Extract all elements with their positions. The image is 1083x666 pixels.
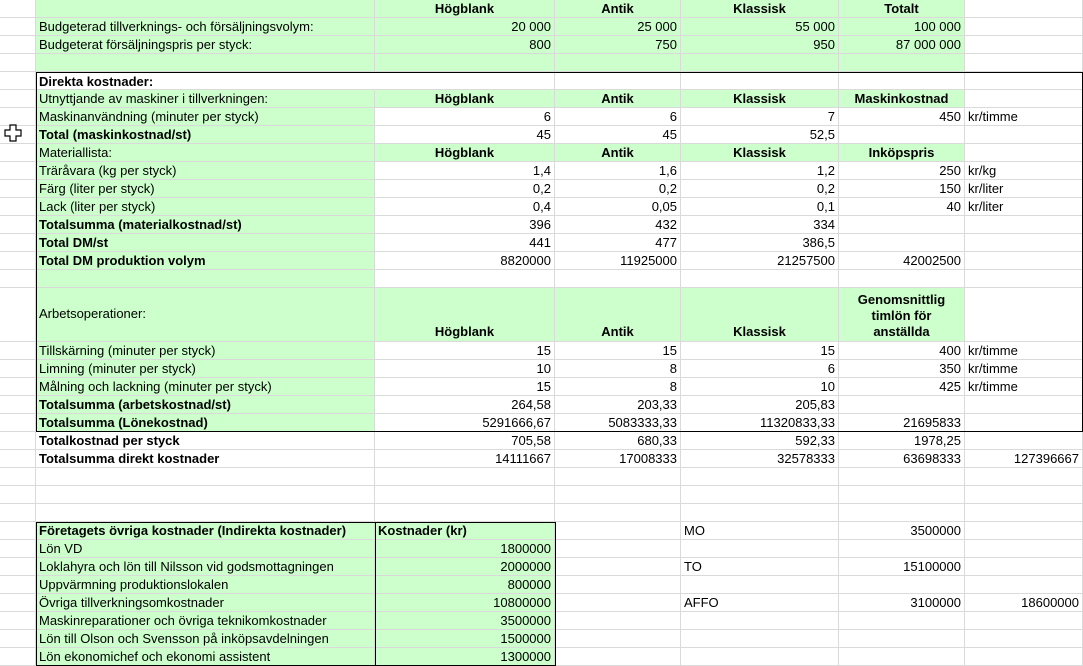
- cell[interactable]: Materiallista:: [36, 144, 375, 162]
- cell[interactable]: 100 000: [839, 18, 965, 36]
- gutter-cell[interactable]: [0, 558, 36, 576]
- empty-cell[interactable]: [965, 0, 1083, 18]
- empty-cell[interactable]: [681, 540, 839, 558]
- sheet-row: [0, 468, 1083, 486]
- cell[interactable]: 15: [555, 342, 681, 360]
- cell[interactable]: Antik: [555, 288, 681, 342]
- cell[interactable]: 3500000: [839, 522, 965, 540]
- cell[interactable]: 55 000: [681, 18, 839, 36]
- empty-cell[interactable]: [555, 612, 681, 630]
- cell[interactable]: 20 000: [375, 18, 555, 36]
- empty-cell[interactable]: [681, 648, 839, 666]
- empty-cell[interactable]: [681, 630, 839, 648]
- empty-cell[interactable]: [681, 504, 839, 522]
- gutter-cell[interactable]: [0, 288, 36, 342]
- gutter-cell[interactable]: [0, 504, 36, 522]
- cell[interactable]: Högblank: [375, 288, 555, 342]
- cell[interactable]: 205,83: [681, 396, 839, 414]
- cell[interactable]: Budgeterad tillverknings- och försäljningsvolym:: [36, 18, 375, 36]
- gutter-cell[interactable]: [0, 378, 36, 396]
- cell[interactable]: Totalsumma direkt kostnader: [36, 450, 375, 468]
- empty-cell[interactable]: [839, 126, 965, 144]
- cell[interactable]: 800: [375, 36, 555, 54]
- cell[interactable]: kr/kg: [965, 162, 1083, 180]
- cell[interactable]: Lack (liter per styck): [36, 198, 375, 216]
- cell[interactable]: 441: [375, 234, 555, 252]
- empty-cell[interactable]: [965, 414, 1083, 432]
- cell[interactable]: 0,05: [555, 198, 681, 216]
- empty-cell[interactable]: [555, 558, 681, 576]
- empty-cell[interactable]: [965, 432, 1083, 450]
- cell[interactable]: 705,58: [375, 432, 555, 450]
- cell[interactable]: Klassisk: [681, 288, 839, 342]
- gutter-cell[interactable]: [0, 342, 36, 360]
- cell[interactable]: Loklahyra och lön till Nilsson vid godsmottagningen: [36, 558, 375, 576]
- gutter-cell[interactable]: [0, 432, 36, 450]
- cell[interactable]: 1,2: [681, 162, 839, 180]
- empty-cell[interactable]: [555, 594, 681, 612]
- cell[interactable]: 7: [681, 108, 839, 126]
- cell[interactable]: 5291666,67: [375, 414, 555, 432]
- empty-cell[interactable]: [681, 612, 839, 630]
- empty-cell[interactable]: [839, 612, 965, 630]
- cell[interactable]: Inköpspris: [839, 144, 965, 162]
- sheet-row: [0, 396, 1083, 414]
- sheet-row: [0, 630, 1083, 648]
- gutter-cell[interactable]: [0, 162, 36, 180]
- cell[interactable]: 8820000: [375, 252, 555, 270]
- empty-cell[interactable]: [681, 468, 839, 486]
- cell[interactable]: TO: [681, 558, 839, 576]
- cell[interactable]: [375, 54, 555, 72]
- cell[interactable]: Arbetsoperationer:: [36, 288, 375, 342]
- cell[interactable]: 15: [681, 342, 839, 360]
- cell[interactable]: 87 000 000: [839, 36, 965, 54]
- gutter-cell[interactable]: [0, 648, 36, 666]
- sheet-row: [0, 162, 1083, 180]
- empty-cell[interactable]: [36, 486, 375, 504]
- empty-cell[interactable]: [839, 540, 965, 558]
- sheet-row: [0, 180, 1083, 198]
- cell[interactable]: 15100000: [839, 558, 965, 576]
- empty-cell[interactable]: [965, 144, 1083, 162]
- cell[interactable]: 1,4: [375, 162, 555, 180]
- cell[interactable]: Högblank: [375, 90, 555, 108]
- gutter-cell[interactable]: [0, 72, 36, 90]
- cell[interactable]: 592,33: [681, 432, 839, 450]
- cell[interactable]: 15: [375, 378, 555, 396]
- cell[interactable]: kr/timme: [965, 108, 1083, 126]
- cell[interactable]: Limning (minuter per styck): [36, 360, 375, 378]
- empty-cell[interactable]: [375, 504, 555, 522]
- cell[interactable]: 1,6: [555, 162, 681, 180]
- empty-cell[interactable]: [965, 630, 1083, 648]
- gutter-cell[interactable]: [0, 144, 36, 162]
- empty-cell[interactable]: [36, 504, 375, 522]
- sheet-row: [0, 648, 1083, 666]
- gutter-cell[interactable]: [0, 486, 36, 504]
- cell[interactable]: 10800000: [375, 594, 555, 612]
- gutter-cell[interactable]: [0, 216, 36, 234]
- cell[interactable]: Lön VD: [36, 540, 375, 558]
- sheet-row: [0, 0, 1083, 18]
- empty-cell[interactable]: [681, 576, 839, 594]
- cell[interactable]: Lön till Olson och Svensson på inköpsavdelningen: [36, 630, 375, 648]
- empty-cell[interactable]: [555, 486, 681, 504]
- sheet-row: [0, 288, 1083, 342]
- cell[interactable]: 11320833,33: [681, 414, 839, 432]
- empty-cell[interactable]: [965, 468, 1083, 486]
- cell[interactable]: Högblank: [375, 144, 555, 162]
- cell[interactable]: Uppvärmning produktionslokalen: [36, 576, 375, 594]
- sheet-row: [0, 72, 1083, 90]
- empty-cell[interactable]: [839, 270, 965, 288]
- cell[interactable]: Maskinreparationer och övriga teknikomkostnader: [36, 612, 375, 630]
- cell[interactable]: Totalsumma (arbetskostnad/st): [36, 396, 375, 414]
- cell[interactable]: Kostnader (kr): [375, 522, 555, 540]
- cell[interactable]: 17008333: [555, 450, 681, 468]
- gutter-cell[interactable]: [0, 360, 36, 378]
- cell[interactable]: 0,2: [375, 180, 555, 198]
- sheet-row: [0, 450, 1083, 468]
- sheet-row: [0, 144, 1083, 162]
- sheet-row: [0, 18, 1083, 36]
- empty-cell[interactable]: [555, 504, 681, 522]
- cell[interactable]: 15: [375, 342, 555, 360]
- gutter-cell[interactable]: [0, 180, 36, 198]
- cell[interactable]: Total DM produktion volym: [36, 252, 375, 270]
- empty-cell[interactable]: [681, 486, 839, 504]
- empty-cell[interactable]: [555, 630, 681, 648]
- empty-cell[interactable]: [555, 522, 681, 540]
- gutter-cell[interactable]: [0, 450, 36, 468]
- sheet-row: [0, 486, 1083, 504]
- sheet-row: [0, 108, 1083, 126]
- empty-cell[interactable]: [555, 576, 681, 594]
- cell[interactable]: Klassisk: [681, 0, 839, 18]
- cell[interactable]: 396: [375, 216, 555, 234]
- cell[interactable]: 127396667: [965, 450, 1083, 468]
- cell[interactable]: 150: [839, 180, 965, 198]
- gutter-cell[interactable]: [0, 198, 36, 216]
- sheet-row: [0, 216, 1083, 234]
- sheet-row: [0, 378, 1083, 396]
- cell[interactable]: Målning och lackning (minuter per styck): [36, 378, 375, 396]
- cell[interactable]: [555, 54, 681, 72]
- gutter-cell[interactable]: [0, 630, 36, 648]
- gutter-cell[interactable]: [0, 54, 36, 72]
- empty-cell[interactable]: [965, 216, 1083, 234]
- cell[interactable]: Maskinkostnad: [839, 90, 965, 108]
- cell[interactable]: 750: [555, 36, 681, 54]
- empty-cell[interactable]: [965, 396, 1083, 414]
- cell[interactable]: Antik: [555, 144, 681, 162]
- cell[interactable]: [36, 54, 375, 72]
- gutter-cell[interactable]: [0, 414, 36, 432]
- cell[interactable]: 5083333,33: [555, 414, 681, 432]
- cell[interactable]: Maskinanvändning (minuter per styck): [36, 108, 375, 126]
- sheet-row: [0, 234, 1083, 252]
- cell[interactable]: 6: [375, 108, 555, 126]
- empty-cell[interactable]: [839, 468, 965, 486]
- empty-cell[interactable]: [965, 234, 1083, 252]
- gutter-cell[interactable]: [0, 0, 36, 18]
- gutter-cell[interactable]: [0, 522, 36, 540]
- empty-cell[interactable]: [555, 468, 681, 486]
- empty-cell[interactable]: [965, 558, 1083, 576]
- cell[interactable]: 432: [555, 216, 681, 234]
- cell[interactable]: Total DM/st: [36, 234, 375, 252]
- empty-cell[interactable]: [36, 468, 375, 486]
- cell[interactable]: Totalkostnad per styck: [36, 432, 375, 450]
- cell[interactable]: Antik: [555, 0, 681, 18]
- empty-cell[interactable]: [375, 270, 555, 288]
- cell[interactable]: 10: [375, 360, 555, 378]
- cell[interactable]: Företagets övriga kostnader (Indirekta kostnader): [36, 522, 375, 540]
- empty-cell[interactable]: [839, 486, 965, 504]
- cell[interactable]: Totalt: [839, 0, 965, 18]
- sheet-row: [0, 558, 1083, 576]
- sheet-row: [0, 126, 1083, 144]
- empty-cell[interactable]: [965, 18, 1083, 36]
- cell[interactable]: Lön ekonomichef och ekonomi assistent: [36, 648, 375, 666]
- sheet-row: [0, 504, 1083, 522]
- gutter-cell[interactable]: [0, 540, 36, 558]
- cell[interactable]: kr/timme: [965, 342, 1083, 360]
- empty-cell[interactable]: [965, 36, 1083, 54]
- sheet-row: [0, 414, 1083, 432]
- cell[interactable]: 42002500: [839, 252, 965, 270]
- gutter-cell[interactable]: [0, 252, 36, 270]
- cell[interactable]: 8: [555, 378, 681, 396]
- empty-cell[interactable]: [965, 540, 1083, 558]
- cell-select-cursor-icon: [4, 124, 22, 142]
- cell[interactable]: 203,33: [555, 396, 681, 414]
- cell[interactable]: 1300000: [375, 648, 555, 666]
- cell[interactable]: Total (maskinkostnad/st): [36, 126, 375, 144]
- cell[interactable]: 1800000: [375, 540, 555, 558]
- cell[interactable]: 21257500: [681, 252, 839, 270]
- cell[interactable]: 250: [839, 162, 965, 180]
- cell[interactable]: 386,5: [681, 234, 839, 252]
- cell[interactable]: 14111667: [375, 450, 555, 468]
- cell[interactable]: [839, 54, 965, 72]
- cell[interactable]: 0,4: [375, 198, 555, 216]
- sheet-row: [0, 198, 1083, 216]
- sheet-row: [0, 576, 1083, 594]
- gutter-cell[interactable]: [0, 18, 36, 36]
- sheet-row: [0, 54, 1083, 72]
- empty-cell[interactable]: [681, 270, 839, 288]
- cell[interactable]: 450: [839, 108, 965, 126]
- cell[interactable]: 25 000: [555, 18, 681, 36]
- cell[interactable]: 8: [555, 360, 681, 378]
- cell[interactable]: Färg (liter per styck): [36, 180, 375, 198]
- cell[interactable]: 21695833: [839, 414, 965, 432]
- cell[interactable]: 63698333: [839, 450, 965, 468]
- sheet-row: [0, 432, 1083, 450]
- gutter-cell[interactable]: [0, 576, 36, 594]
- cell[interactable]: 0,1: [681, 198, 839, 216]
- empty-cell[interactable]: [839, 504, 965, 522]
- empty-cell[interactable]: [965, 576, 1083, 594]
- cell[interactable]: kr/timme: [965, 378, 1083, 396]
- cell[interactable]: Övriga tillverkningsomkostnader: [36, 594, 375, 612]
- empty-cell[interactable]: [839, 234, 965, 252]
- cell[interactable]: 32578333: [681, 450, 839, 468]
- sheet-row: [0, 360, 1083, 378]
- cell[interactable]: 6: [681, 360, 839, 378]
- cell[interactable]: kr/liter: [965, 180, 1083, 198]
- cell[interactable]: 40: [839, 198, 965, 216]
- gutter-cell[interactable]: [0, 90, 36, 108]
- cell[interactable]: 425: [839, 378, 965, 396]
- sheet-row: [0, 90, 1083, 108]
- cell[interactable]: 2000000: [375, 558, 555, 576]
- gutter-cell[interactable]: [0, 468, 36, 486]
- empty-cell[interactable]: [965, 648, 1083, 666]
- empty-cell[interactable]: [965, 486, 1083, 504]
- cell[interactable]: 3500000: [375, 612, 555, 630]
- empty-cell[interactable]: [965, 126, 1083, 144]
- cell[interactable]: Högblank: [375, 0, 555, 18]
- empty-cell[interactable]: [965, 504, 1083, 522]
- cell[interactable]: Antik: [555, 90, 681, 108]
- cell[interactable]: 264,58: [375, 396, 555, 414]
- cell[interactable]: 477: [555, 234, 681, 252]
- cell[interactable]: 18600000: [965, 594, 1083, 612]
- cell[interactable]: 0,2: [681, 180, 839, 198]
- sheet-row: [0, 36, 1083, 54]
- cell[interactable]: 1978,25: [839, 432, 965, 450]
- gutter-cell[interactable]: [0, 594, 36, 612]
- cell[interactable]: 3100000: [839, 594, 965, 612]
- cell[interactable]: 52,5: [681, 126, 839, 144]
- cell[interactable]: [36, 0, 375, 18]
- gutter-cell[interactable]: [0, 36, 36, 54]
- cell[interactable]: 45: [375, 126, 555, 144]
- cell[interactable]: 1500000: [375, 630, 555, 648]
- sheet-row: [0, 270, 1083, 288]
- gutter-cell[interactable]: [0, 270, 36, 288]
- sheet-row: [0, 522, 1083, 540]
- cell[interactable]: Klassisk: [681, 90, 839, 108]
- empty-cell[interactable]: [839, 648, 965, 666]
- sheet-row: [0, 540, 1083, 558]
- cell[interactable]: Direkta kostnader:: [36, 72, 375, 90]
- cell[interactable]: Utnyttjande av maskiner i tillverkningen:: [36, 90, 375, 108]
- empty-cell[interactable]: [375, 486, 555, 504]
- cell[interactable]: 680,33: [555, 432, 681, 450]
- cell[interactable]: Tillskärning (minuter per styck): [36, 342, 375, 360]
- empty-cell[interactable]: [965, 54, 1083, 72]
- gutter-cell[interactable]: [0, 612, 36, 630]
- empty-cell[interactable]: [375, 468, 555, 486]
- empty-cell[interactable]: [839, 396, 965, 414]
- cell[interactable]: AFFO: [681, 594, 839, 612]
- empty-cell[interactable]: [965, 288, 1083, 342]
- empty-cell[interactable]: [965, 270, 1083, 288]
- empty-cell[interactable]: [681, 72, 839, 90]
- cell[interactable]: Totalsumma (materialkostnad/st): [36, 216, 375, 234]
- cell[interactable]: 350: [839, 360, 965, 378]
- empty-cell[interactable]: [555, 648, 681, 666]
- cell[interactable]: 800000: [375, 576, 555, 594]
- sheet-row: [0, 612, 1083, 630]
- empty-cell[interactable]: [555, 72, 681, 90]
- cell[interactable]: Budgeterat försäljningspris per styck:: [36, 36, 375, 54]
- empty-cell[interactable]: [839, 216, 965, 234]
- empty-cell[interactable]: [965, 72, 1083, 90]
- cell[interactable]: 6: [555, 108, 681, 126]
- sheet-row: [0, 594, 1083, 612]
- empty-cell[interactable]: [839, 576, 965, 594]
- sheet-row: [0, 342, 1083, 360]
- cell[interactable]: 11925000: [555, 252, 681, 270]
- gutter-cell[interactable]: [0, 396, 36, 414]
- cell[interactable]: 10: [681, 378, 839, 396]
- cell[interactable]: 400: [839, 342, 965, 360]
- cell[interactable]: 950: [681, 36, 839, 54]
- empty-cell[interactable]: [839, 630, 965, 648]
- empty-cell[interactable]: [965, 252, 1083, 270]
- empty-cell[interactable]: [839, 72, 965, 90]
- cell[interactable]: 0,2: [555, 180, 681, 198]
- cell[interactable]: Klassisk: [681, 144, 839, 162]
- cell[interactable]: [681, 54, 839, 72]
- empty-cell[interactable]: [965, 90, 1083, 108]
- cell[interactable]: 334: [681, 216, 839, 234]
- cell[interactable]: 45: [555, 126, 681, 144]
- cell[interactable]: kr/timme: [965, 360, 1083, 378]
- empty-cell[interactable]: [965, 612, 1083, 630]
- cell[interactable]: [36, 270, 375, 288]
- cell[interactable]: Träråvara (kg per styck): [36, 162, 375, 180]
- sheet-row: [0, 252, 1083, 270]
- cell[interactable]: MO: [681, 522, 839, 540]
- gutter-cell[interactable]: [0, 234, 36, 252]
- cell[interactable]: kr/liter: [965, 198, 1083, 216]
- empty-cell[interactable]: [965, 522, 1083, 540]
- cell[interactable]: Totalsumma (Lönekostnad): [36, 414, 375, 432]
- empty-cell[interactable]: [555, 540, 681, 558]
- empty-cell[interactable]: [555, 270, 681, 288]
- cell[interactable]: Genomsnittlig timlön för anställda: [839, 288, 965, 342]
- empty-cell[interactable]: [375, 72, 555, 90]
